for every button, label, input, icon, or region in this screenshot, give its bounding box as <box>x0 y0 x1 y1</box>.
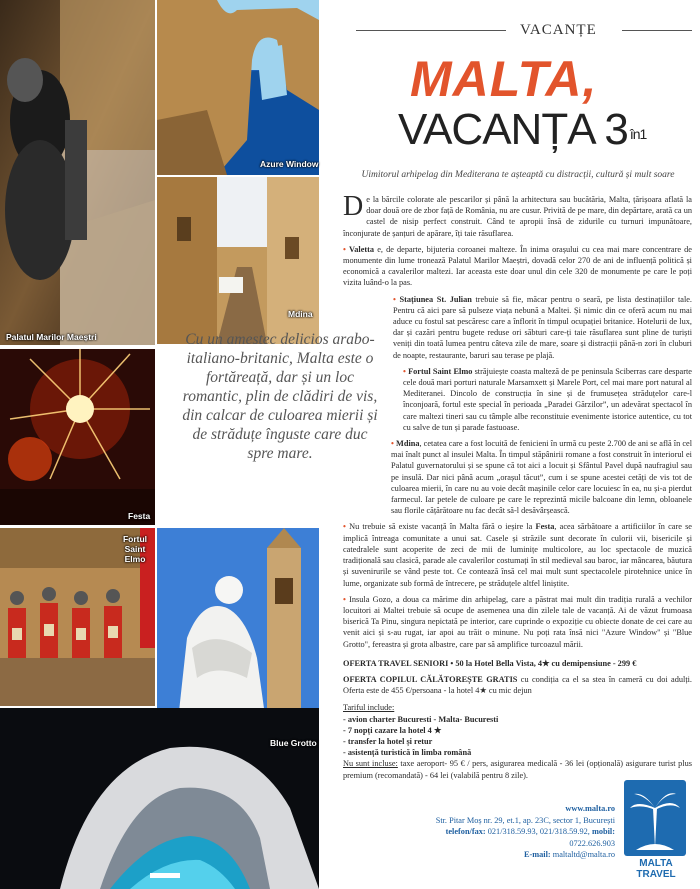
festa-text-b: , acea sărbătoare a artificiilor în care se implică întreaga comunitate a unui sat. Casele și străzile sunt decorate în culorii vii, bisericile și catedralele sunt acoperite de zeci de mii de luminițe multicolore, au loc spectacole de muzică tradițională sau clasică, parade ale cavalerilor costumați în stil medieval sau baroc, iar mâncarea, băutura și suvenirurile se vând peste tot. Ce contează însă cel mai mult sunt spectacolele pirotehnice unice în lume, organizate sub formă de întrecere, pe străduțele altfel liniștite. <box>343 522 692 588</box>
paragraph-st-julian: • Stațiunea St. Julian trebuie să fie, măcar pentru o seară, pe lista destinațiilor tale. Pentru că aici pare să pulseze viața nebună a Maltei. Și nimic din ce oferă acum nu mai aduce cu fostul sat pescăresc care a înflorit în timpul ocupației britanice. Hotelurii de lux, dar și cazări pentru bugete reduse ori săbturi care-ți taie răsuflarea sunt pline de turiști veniți din toată lumea pentru câteva zile de mare, soare și distracții până-n zori în cluburi de noapte, restaurante, baruri sau terase pe plajă. <box>393 294 693 360</box>
caption-palatul: Palatul Marilor Maeștri <box>6 332 97 342</box>
header-rule-left <box>356 30 506 31</box>
caption-fortul <box>120 534 150 564</box>
caption-festa: Festa <box>128 511 151 521</box>
st-julian-heading: Stațiunea St. Julian <box>399 294 472 304</box>
header-rule-right <box>622 30 692 31</box>
paragraph-fortul: • Fortul Saint Elmo străjuiește coasta malteză de pe peninsula Sciberras care desparte cele două mari porturi naturale Marsamxett și Marele Port, cel mai mare port natural al Mediteranei. Dincolo de construcția în sine și de frumusețea străduțelor care-l înconjoară, fortul este special în perioada „Paradei Gărzilor”, un adevărat spectacol în care maltezi tineri sau cu tâmple albe reconstituie evenimente istorice autentice, cu tot cu salve de tun și parade fastuoase. <box>403 366 692 432</box>
website-link[interactable]: www.malta.ro <box>565 804 615 813</box>
logo-text <box>624 858 688 880</box>
mobile-label: mobil: <box>589 827 615 836</box>
email-link[interactable]: maltaltd@malta.ro <box>550 850 615 859</box>
valetta-heading: Valetta <box>349 244 375 254</box>
tariff-item-2: - transfer la hotel și retur <box>343 736 433 746</box>
gozo-text: Insula Gozo, a doua ca mărime din arhipelag, care a păstrat mai mult din tradiția rurală a vechilor locuitori ai Maltei trebuie să ocupe de asemenea una din zilele tale de vacanță. Ai de văzut frumoasa biserică Ta Pinu, singura nepictată pe interior, care cuprinde o expoziție cu obiecte donate de cei care au venit aici și s-au rugat, iar apoi au trăit o minune. Nu poți rata însă nici "Azure Window" și "Blue Grotto", fereastra și grota albastre, care par să amplifice turcoazul mării. <box>343 594 692 649</box>
offer-copil <box>343 674 692 696</box>
mobile: 0722.626.903 <box>569 838 615 848</box>
title-line2-text: VACANȚA 3 <box>398 105 628 154</box>
phone: 021/318.59.93, 021/318.59.92, <box>485 827 590 836</box>
not-included-title: Nu sunt incluse: <box>343 759 398 769</box>
section-label: VACANȚE <box>520 22 597 38</box>
fortul-text: străjuiește coasta malteză de pe peninsula Sciberras care desparte cele două mari porturi naturale Marsamxett și Marele Port, cel mai mare port natural al Mediteranei. Dincolo de construcția în sine și de frumusețea străduțelor care-l înconjoară, fortul este special în perioada „Paradei Gărzilor”, un adevărat spectacol în care maltezi tineri sau cu tâmple albe reconstituie evenimente istorice autentice, cu tot cu salve de tun și parade fastuoase. <box>403 366 692 432</box>
offer2-text: cu condiția ca el sa stea în cameră cu doi adulți. Oferta este de 455 €/persoana - la hotel 4★ cu mic dejun <box>343 674 693 696</box>
paragraph-gozo: • Insula Gozo, a doua ca mărime din arhipelag, care a păstrat mai mult din tradiția rurală a vechilor locuitori ai Maltei trebuie să ocupe de asemenea una din zilele tale de vacanță. Ai de văzut frumoasa biserică Ta Pinu, singura nepictată pe interior, care cuprinde o expoziție cu obiecte donate de cei care au venit aici și s-au rugat, iar apoi au trăit o minune. Nu poți rata însă nici "Azure Window" și "Blue Grotto", fereastra și grota albastre, care par să amplifice turcoazul mării. <box>343 594 692 649</box>
photo-blue-grotto <box>0 708 319 889</box>
not-included-text: taxe aeroport- 95 € / pers, asigurarea medicală - 36 lei (opțională) asigurare turist plus premium (recomandată) - 64 lei (valabilă pentru 8 zile). <box>343 759 692 780</box>
paragraph-festa: • Nu trebuie să existe vacanță în Malta fără o ieșire la Festa, acea sărbătoare a artificiilor în care se implică întreaga comunitate a unui sat. Casele și străzile sunt decorate în culorii vii, bisericile și catedralele sunt acoperite de zeci de mii de luminițe multicolore, au loc spectacole de muzică tradițională sau clasică, parade ale cavalerilor costumați în stil medieval sau baroc, iar mâncarea, băutura și suvenirurile se vând peste tot. Ce contează însă cel mai mult sunt spectacolele pirotehnice unice în lume, organizate sub formă de întrecere, pe străduțele altfel liniștite. <box>343 522 692 588</box>
offer-seniori <box>343 658 692 669</box>
caption-fortul-text: Fortul Saint Elmo <box>122 534 148 564</box>
offer2-heading: OFERTA COPILUL CĂLĂTOREȘTE GRATIS <box>343 674 518 684</box>
phone-label: telefon/fax: <box>445 827 486 836</box>
paragraph-valetta: • Valetta e, de departe, bijuteria coroanei malteze. În inima orașului cu cea mai mare concentrare de monumente din lume tronează Palatul Marilor Maeștri, dovadă celor 270 de ani de influență politică și economică a cavalerilor maltezi. Iar aceasta este doar unul din cele 320 de monumente pe care le poți vizita luând-o la pas. <box>343 244 692 288</box>
pull-quote: Cu un amestec delicios arabo-italiano-britanic, Malta este o fortăreață, dar și un loc romantic, plin de clădiri de vis, din calcar de culoarea mierii și de străduțe înguste care duc spre mare. <box>182 331 378 462</box>
tariff-item-3: - asistență turistică în limba română <box>343 748 472 758</box>
tariff-item-0: - avion charter Bucuresti - Malta- Bucuresti <box>343 714 499 724</box>
logo-line1: MALTA <box>639 858 673 869</box>
title-line2 <box>398 105 647 154</box>
tariff-item-1: - 7 nopți cazare la hotel 4 ★ <box>343 725 442 735</box>
festa-heading: Festa <box>535 522 555 532</box>
offer1-heading: OFERTA TRAVEL SENIORI <box>343 658 449 668</box>
mdina-heading: Mdina <box>396 439 420 449</box>
subtitle: Uimitorul arhipelag din Mediterana te așteaptă cu distracții, cultură și mult soare <box>361 170 675 180</box>
tariff-block <box>343 702 692 780</box>
photo-biserica <box>157 528 319 730</box>
photo-azure-window <box>157 0 319 175</box>
caption-mdina: Mdina <box>288 309 313 319</box>
caption-azure-window: Azure Window <box>260 159 319 169</box>
title-sup: în1 <box>629 126 647 142</box>
mdina-text: , cetatea care a fost locuită de fenicieni în urmă cu peste 2.700 de ani se află în cel mai înalt punct al insulei Malta. În timpul stăpânirii romane a fost construit în interiorul ei Palatul guvernatorului și se spune că tot aici a locuit și Sfântul Pavel după naufragiul sau pe insulă. Dar nici până acum „orașul tăcut”, cum i se spune acestei cetăți de vis tot de culoarea mierii, în care nu au voie decât mașinile celor care locuiesc în ea, nu și-a pierdut farmecul. Iar petele de culoare pe care le reprezintă micile balcoane din lemn, obloanele sau florile cățărătoare nu fac decât să-l desăvârșească. <box>391 439 692 516</box>
contact-block <box>425 803 615 861</box>
offer1-text: • 50 la Hotel Bella Vista, 4★ cu demipensiune - 299 € <box>448 658 637 668</box>
tariff-title: Tariful include: <box>343 703 395 713</box>
paragraph-mdina: • Mdina, cetatea care a fost locuită de fenicieni în urmă cu peste 2.700 de ani se află în cel mai înalt punct al insulei Malta. În timpul stăpânirii romane a fost construit în interiorul ei Palatul guvernatorului și se spune că tot aici a locuit și Sfântul Pavel după naufragiul sau pe insulă. Dar nici până acum „orașul tăcut”, cum i se spune acestei cetăți de vis tot de culoarea mierii, în care nu au voie decât mașinile celor care locuiesc în ea, nu și-a pierdut farmecul. Iar petele de culoare pe care le reprezintă micile balcoane din lemn, obloanele sau florile cățărătoare nu fac decât să-l desăvârșească. <box>391 439 692 516</box>
address: Str. Pitar Moș nr. 29, et.1, ap. 23C, sector 1, București <box>435 815 615 825</box>
article-body <box>343 191 693 786</box>
article-intro <box>343 191 692 239</box>
photo-festa <box>0 349 155 525</box>
intro-text: e la bărcile colorate ale pescarilor și până la arhitectura sau bucătăria, Malta, țărișoara aflată la doar două ore de zbor față de România, nu are cusur. Privită de pe mare, din depărtare, arată ca un castel de nisip perfect construit. Când te apropii însă de zidurile cu turnuri impunătoare, înconjurate de șanțuri de apărare, îți taie răsuflarea. <box>343 195 692 238</box>
st-julian-text: trebuie să fie, măcar pentru o seară, pe lista destinațiilor tale. Pentru că aici pare să pulseze viața nebună a Maltei. Și nimic din ce oferă acum nu mai aduce cu fostul sat pescăresc care a înflorit în timpul ocupației britanice. Hotelurii de lux, dar și cazări pentru bugete reduse ori săbturi care-ți taie răsuflarea sunt pline de turiști veniți din toată lumea pentru câteva zile de mare, soare și distracții până-n zori în cluburi de noapte, restaurante, baruri sau terase pe plajă. <box>393 294 693 360</box>
caption-blue-grotto: Blue Grotto <box>270 738 317 748</box>
dropcap: D <box>343 191 364 222</box>
valetta-text: e, de departe, bijuteria coroanei malteze. În inima orașului cu cea mai mare concentrare de monumente din lume tronează Palatul Marilor Maeștri, dovadă celor 270 de ani de influență politică și economică a cavalerilor maltezi. Iar aceasta este doar unul din cele 320 de monumente pe care le poți vizita luând-o la pas. <box>343 244 692 288</box>
email-label: E-mail: <box>523 850 551 859</box>
logo-line2: TRAVEL <box>636 869 676 880</box>
photo-palatul-armor <box>0 0 155 345</box>
fortul-heading: Fortul Saint Elmo <box>408 366 473 376</box>
festa-text-a: Nu trebuie să existe vacanță în Malta fără o ieșire la <box>345 522 536 532</box>
title-line1: MALTA, <box>410 51 598 107</box>
